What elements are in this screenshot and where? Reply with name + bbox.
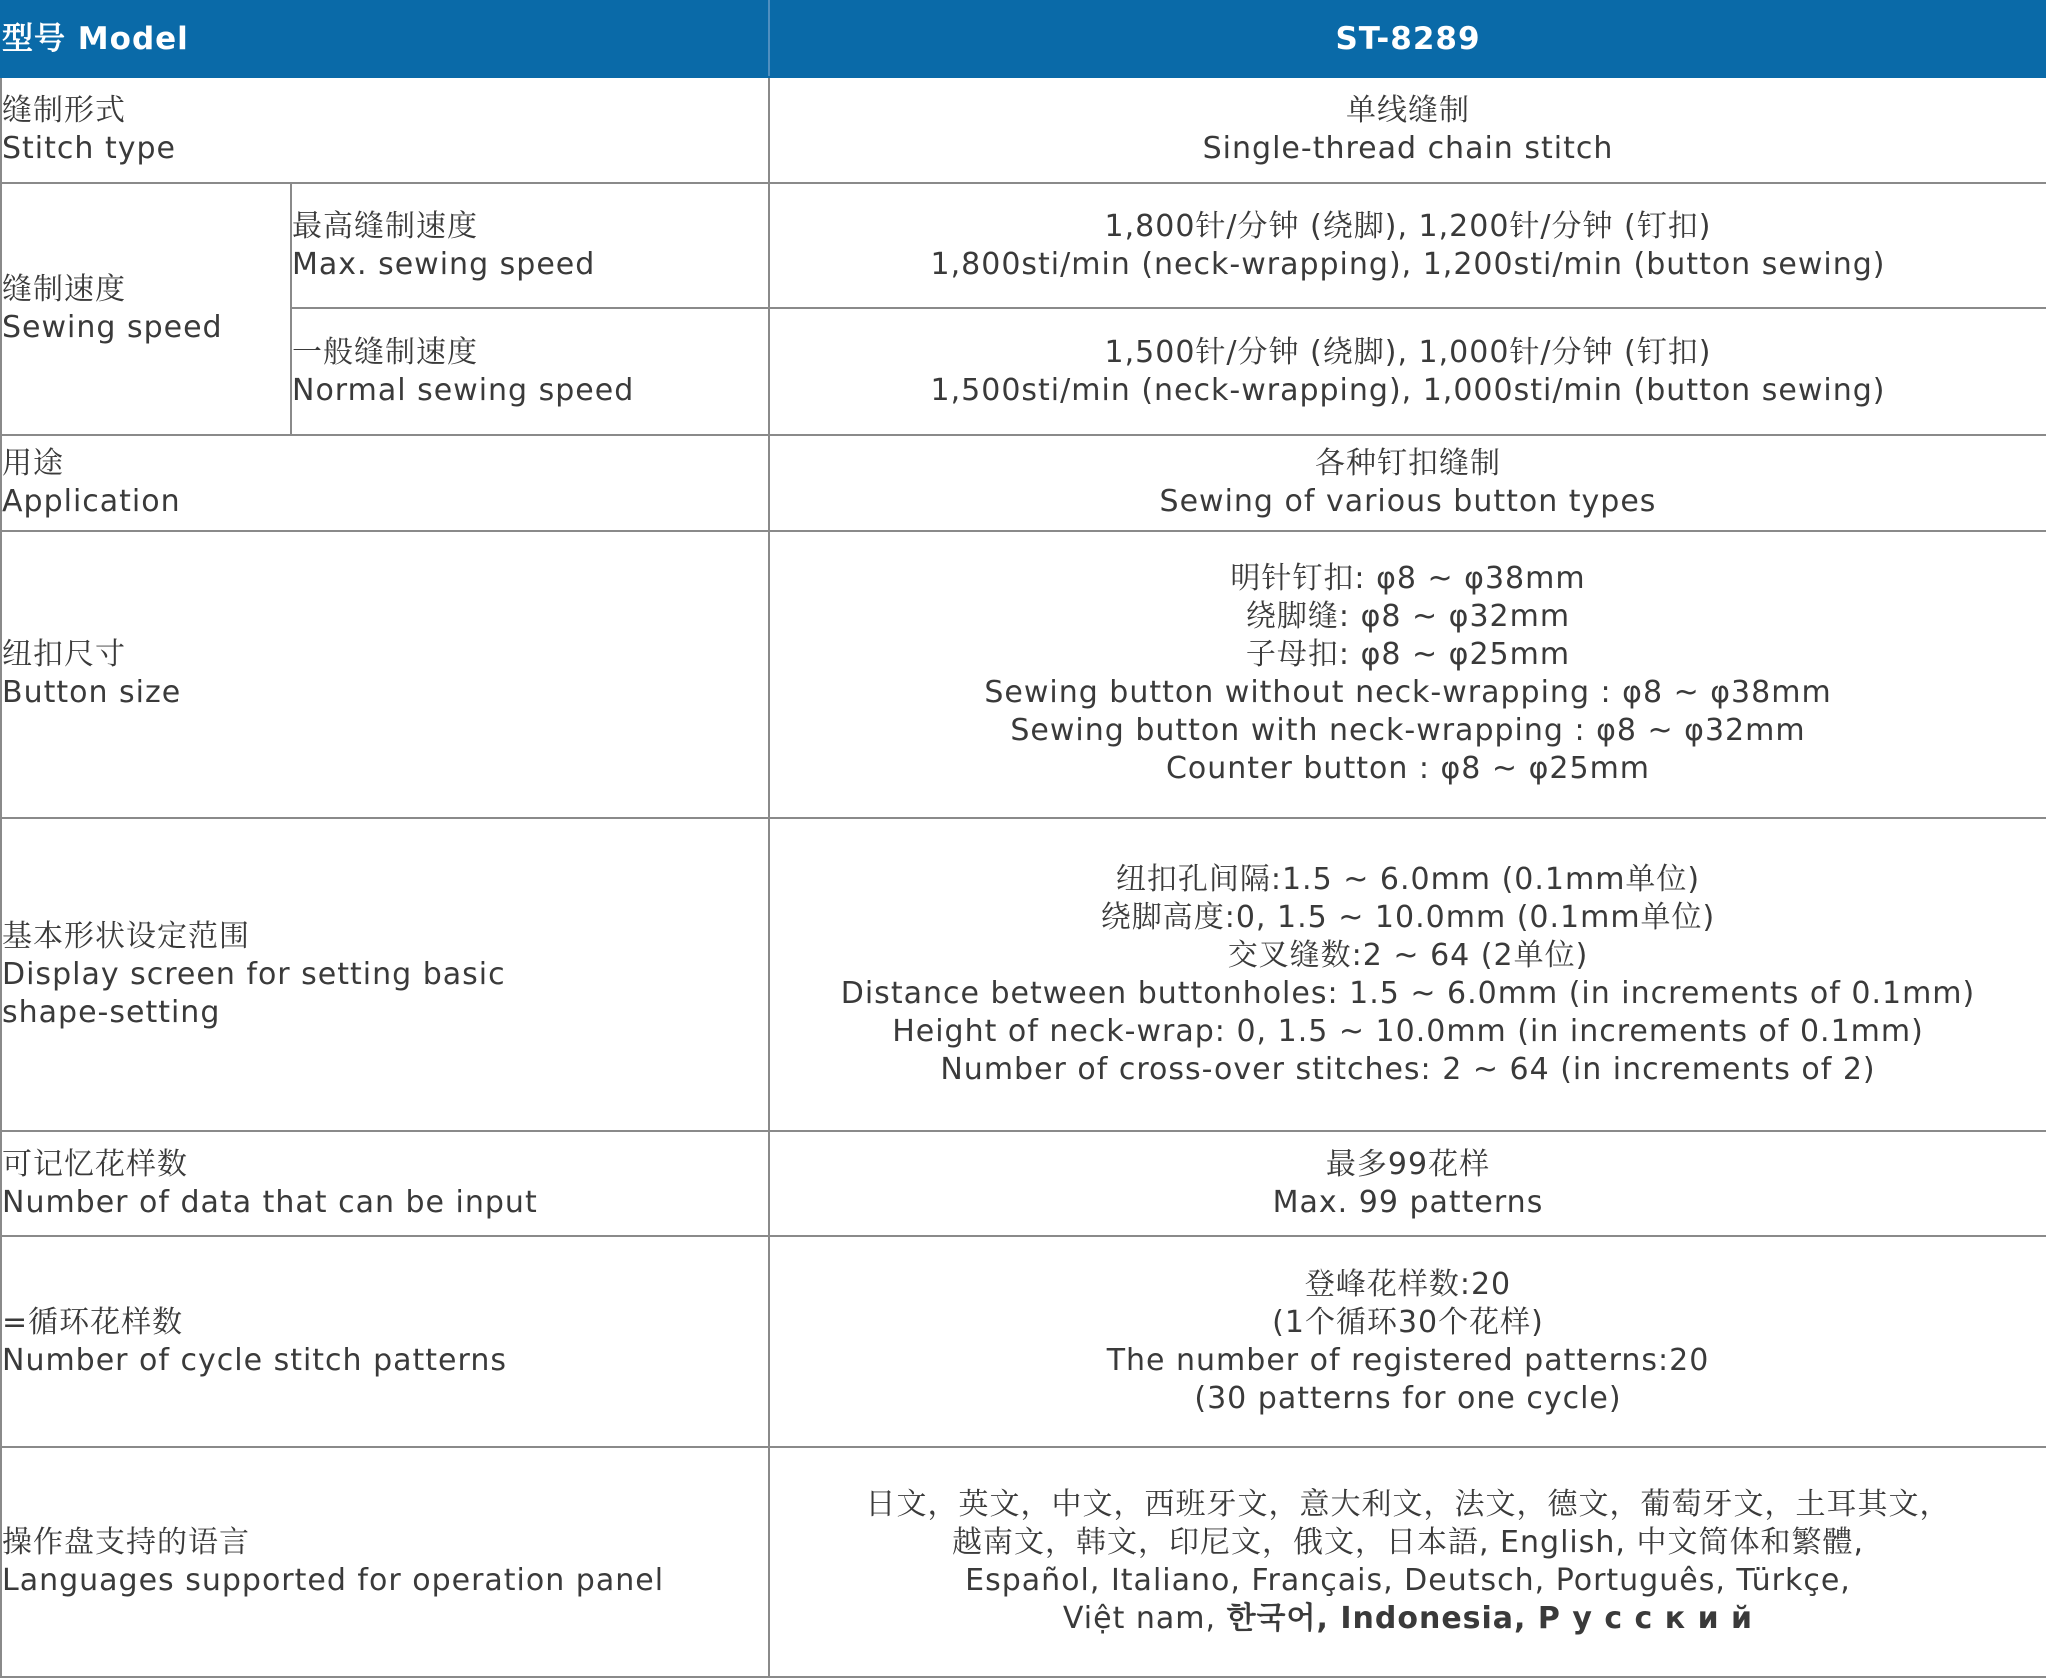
button-size-label xyxy=(1,531,769,818)
application-value xyxy=(769,435,2046,530)
label-cn: 最高缝制速度 xyxy=(292,208,478,244)
value-line: 交叉缝数:2 ~ 64 (2单位) xyxy=(1227,937,1589,973)
value-line: 登峰花样数:20 xyxy=(1304,1266,1512,1302)
stitch-type-value xyxy=(769,77,2046,183)
cycle-patterns-label xyxy=(1,1236,769,1446)
label-cn: 基本形状设定范围 xyxy=(2,918,250,954)
label-en: shape-setting xyxy=(2,994,221,1030)
stitch-type-label xyxy=(1,77,769,183)
value-line: 1,500sti/min (neck-wrapping), 1,000sti/min (button sewing) xyxy=(930,372,1886,408)
value-line: Sewing of various button types xyxy=(1159,483,1657,519)
value-line: 1,500针/分钟 (绕脚), 1,000针/分钟 (钉扣) xyxy=(1104,334,1712,370)
label-cn: 操作盘支持的语言 xyxy=(2,1524,250,1560)
value-line: 绕脚高度:0, 1.5 ~ 10.0mm (0.1mm单位) xyxy=(1100,899,1716,935)
value-line: 越南文，韩文，印尼文，俄文，日本語, English, 中文简体和繁體, xyxy=(951,1524,1864,1560)
button-size-value xyxy=(769,531,2046,818)
value-line: 1,800针/分钟 (绕脚), 1,200针/分钟 (钉扣) xyxy=(1104,208,1712,244)
label-en: Stitch type xyxy=(2,131,176,167)
table-row xyxy=(1,531,2046,818)
label-en: Max. sewing speed xyxy=(292,246,596,282)
value-line: 日文，英文，中文，西班牙文，意大利文，法文，德文，葡萄牙文，土耳其文， xyxy=(865,1486,1951,1522)
label-en: Normal sewing speed xyxy=(292,372,635,408)
value-line: 1,800sti/min (neck-wrapping), 1,200sti/min (button sewing) xyxy=(930,246,1886,282)
value-normal: Việt nam, xyxy=(1062,1600,1227,1636)
value-line: Number of cross-over stitches: 2 ~ 64 (in increments of 2) xyxy=(940,1051,1876,1087)
table-row xyxy=(1,77,2046,183)
table-row xyxy=(1,818,2046,1131)
label-en: Display screen for setting basic xyxy=(2,956,506,992)
value-line: 单线缝制 xyxy=(1346,93,1470,129)
label-en: Number of data that can be input xyxy=(2,1184,538,1220)
value-line: Sewing button without neck-wrapping : φ8 ~ φ38mm xyxy=(984,675,1832,711)
value-line: 绕脚缝: φ8 ~ φ32mm xyxy=(1245,599,1571,635)
languages-value xyxy=(769,1447,2046,1677)
label-cn: =循环花样数 xyxy=(2,1304,184,1340)
max-speed-label xyxy=(291,183,769,308)
value-line: (30 patterns for one cycle) xyxy=(1194,1380,1622,1416)
label-cn: 缝制形式 xyxy=(2,93,126,129)
table-row xyxy=(1,308,2046,435)
model-label: 型号 Model xyxy=(1,1,769,77)
value-line: 纽扣孔间隔:1.5 ~ 6.0mm (0.1mm单位) xyxy=(1115,861,1701,897)
value-line: Max. 99 patterns xyxy=(1272,1184,1544,1220)
table-row xyxy=(1,435,2046,530)
label-cn: 纽扣尺寸 xyxy=(2,637,126,673)
value-line: 子母扣: φ8 ~ φ25mm xyxy=(1245,637,1571,673)
value-line: 明针钉扣: φ8 ~ φ38mm xyxy=(1230,561,1586,597)
value-line: Sewing button with neck-wrapping : φ8 ~ φ32mm xyxy=(1010,713,1806,749)
label-en: Application xyxy=(2,483,181,519)
application-label xyxy=(1,435,769,530)
value-bold: 한국어, Indonesia, Р у с с к и й xyxy=(1226,1600,1754,1636)
value-line: Single-thread chain stitch xyxy=(1202,131,1614,167)
value-line: 各种钉扣缝制 xyxy=(1315,445,1501,481)
table-row xyxy=(1,1236,2046,1446)
value-line: Counter button : φ8 ~ φ25mm xyxy=(1165,751,1651,787)
max-speed-value xyxy=(769,183,2046,308)
value-line: Distance between buttonholes: 1.5 ~ 6.0mm (in increments of 0.1mm) xyxy=(840,975,1976,1011)
shape-setting-label xyxy=(1,818,769,1131)
normal-speed-value xyxy=(769,308,2046,435)
data-input-label xyxy=(1,1131,769,1236)
label-en: Number of cycle stitch patterns xyxy=(2,1342,507,1378)
normal-speed-label xyxy=(291,308,769,435)
label-cn: 可记忆花样数 xyxy=(2,1146,188,1182)
label-en: Button size xyxy=(2,675,182,711)
model-value: ST-8289 xyxy=(769,1,2046,77)
value-line: Height of neck-wrap: 0, 1.5 ~ 10.0mm (in increments of 0.1mm) xyxy=(892,1013,1924,1049)
table-row xyxy=(1,1447,2046,1677)
table-row xyxy=(1,1131,2046,1236)
label-cn: 缝制速度 xyxy=(2,272,126,308)
header-row xyxy=(1,1,2046,77)
value-line: 最多99花样 xyxy=(1325,1146,1491,1182)
sewing-speed-label xyxy=(1,183,291,435)
data-input-value xyxy=(769,1131,2046,1236)
cycle-patterns-value xyxy=(769,1236,2046,1446)
label-en: Sewing speed xyxy=(2,310,223,346)
value-line-last xyxy=(770,1600,2046,1638)
label-en: Languages supported for operation panel xyxy=(2,1562,665,1598)
shape-setting-value xyxy=(769,818,2046,1131)
table-row xyxy=(1,183,2046,308)
languages-label xyxy=(1,1447,769,1677)
value-line: (1个循环30个花样) xyxy=(1272,1304,1544,1340)
value-line: Español, Italiano, Français, Deutsch, Português, Türkçe, xyxy=(965,1562,1851,1598)
label-cn: 用途 xyxy=(2,445,64,481)
value-line: The number of registered patterns:20 xyxy=(1106,1342,1710,1378)
label-cn: 一般缝制速度 xyxy=(292,334,478,370)
